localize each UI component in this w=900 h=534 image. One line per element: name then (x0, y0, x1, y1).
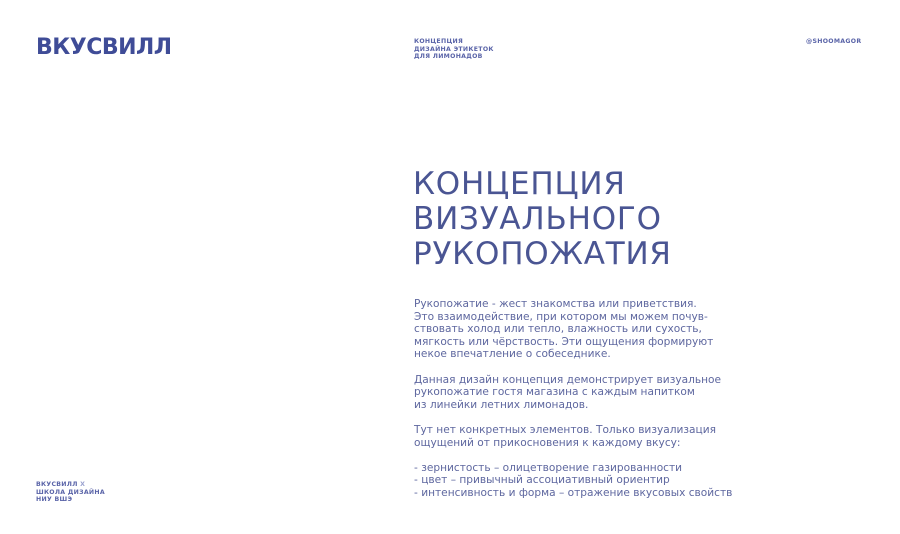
concept-label (414, 38, 494, 61)
properties-list (414, 462, 734, 500)
concept-label-line: КОНЦЕПЦИЯ (414, 38, 464, 45)
title-line: РУКОПОЖАТИЯ (413, 236, 672, 272)
text-line: ствовать холод или тепло, влажность или сухость, (414, 323, 702, 336)
text-line: некое впечатление о собеседнике. (414, 348, 611, 361)
footer-collab-mark: Х (77, 481, 86, 488)
list-item: - интенсивность и форма – отражение вкусовых свойств (414, 486, 733, 499)
text-line: Это взаимодействие, при котором мы можем почув- (414, 310, 708, 323)
footer-line: ШКОЛА ДИЗАЙНА (36, 488, 105, 496)
text-line: ощущений от прикосновения к каждому вкусу: (414, 436, 681, 449)
paragraph-visualization (414, 424, 734, 449)
text-line: мягкость или чёрствость. Эти ощущения формируют (414, 335, 714, 348)
footer-line (36, 481, 105, 489)
text-line: Рукопожатие - жест знакомства или приветствия. (414, 298, 697, 310)
list-item: - зернистость – олицетворение газированности (414, 461, 683, 474)
list-item: - цвет – привычный ассоциативный ориентир (414, 474, 670, 487)
footer-credit (36, 481, 105, 504)
footer-brand: ВКУСВИЛЛ (36, 481, 78, 488)
title-line: КОНЦЕПЦИЯ (413, 166, 626, 202)
text-line: Данная дизайн концепция демонстрирует визуальное (414, 373, 722, 386)
paragraph-concept (414, 374, 734, 412)
page-title (413, 167, 672, 272)
author-handle: @SHOOMAGOR (806, 38, 862, 45)
concept-label-line: ДИЗАЙНА ЭТИКЕТОК (414, 45, 494, 53)
title-line: ВИЗУАЛЬНОГО (413, 201, 662, 237)
text-line: Тут нет конкретных элементов. Только визуализация (414, 423, 716, 436)
text-line: из линейки летних лимонадов. (414, 398, 589, 411)
body-text (414, 298, 734, 512)
text-line: рукопожатие гостя магазина с каждым напитком (414, 386, 695, 399)
footer-line: НИУ ВШЭ (36, 496, 73, 504)
brand-logo: ВКУСВИЛЛ (36, 35, 172, 60)
concept-label-line: ДЛЯ ЛИМОНАДОВ (414, 53, 483, 61)
paragraph-intro (414, 298, 734, 361)
